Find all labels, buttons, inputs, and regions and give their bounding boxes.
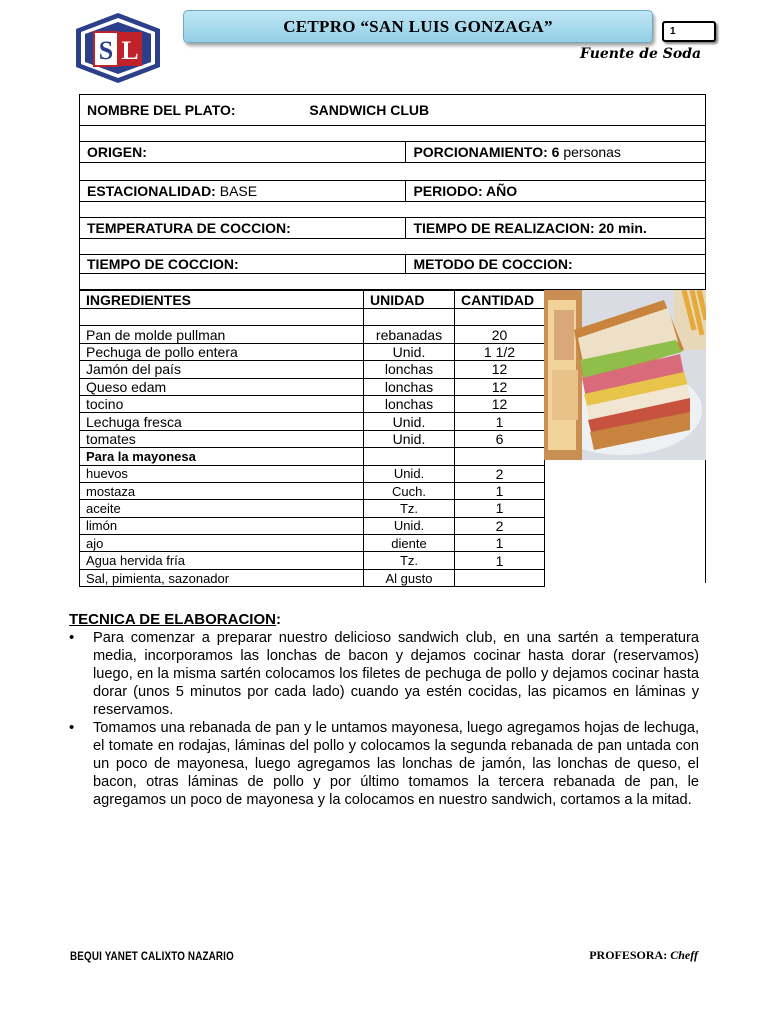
course-title: Fuente de Soda [580,46,702,62]
school-logo [74,12,162,84]
teacher-credit [589,948,698,963]
origin-label: ORIGEN: [87,144,147,160]
temperature-cell [80,218,406,239]
page-number: 1 [662,21,716,42]
season-label: ESTACIONALIDAD: [87,183,216,199]
technique-title-text: TECNICA DE ELABORACION [69,611,276,628]
origin-cell [80,142,406,163]
ingredient-qty: 6 [455,430,545,447]
ingredient-unit: lonchas [364,361,455,378]
ingredients-table [79,290,545,587]
ingredient-name: limón [80,517,364,534]
teacher-label: PROFESORA: [589,948,668,962]
portion-cell [406,142,706,163]
table-row [80,343,545,360]
sandwich-photo [544,290,706,460]
table-row [80,378,545,395]
logo-letter-s: S [98,36,114,65]
col-header-unit: UNIDAD [364,291,455,309]
ingredient-qty: 1 1/2 [455,343,545,360]
temperature-label: TEMPERATURA DE COCCION: [87,220,291,236]
ingredient-qty: 20 [455,326,545,343]
ingredient-name: huevos [80,465,364,482]
ingredient-name: Agua hervida fría [80,552,364,569]
ingredient-qty: 2 [455,465,545,482]
ingredient-qty: 1 [455,500,545,517]
logo-letter-l: L [121,36,139,65]
portion-value: personas [563,144,621,160]
ingredient-name: Sal, pimienta, sazonador [80,569,364,586]
list-item: • Para comenzar a preparar nuestro delicioso sandwich club, en una sartén a temperatura media, incorporamos las lonchas de bacon y dejamos cocinar hasta dorar (reservamos) luego, en la misma sartén colocamos los filetes de pechuga de pollo y dejamos cocinar hasta dorar (unos 5 minutos por cada lado) cuando ya estén cocidas, las picamos en láminas y reservamos. [69,629,699,719]
ingredient-qty: 12 [455,361,545,378]
ingredient-name: tocino [80,395,364,412]
ingredient-name: ajo [80,535,364,552]
ingredient-unit: Cuch. [364,482,455,499]
ingredient-unit: diente [364,535,455,552]
table-row [80,500,545,517]
ingredient-unit: lonchas [364,378,455,395]
cook-method-label: METODO DE COCCION: [413,256,573,272]
ingredient-qty: 2 [455,517,545,534]
teacher-name: Cheff [670,948,698,962]
portion-label: PORCIONAMIENTO: 6 [413,144,560,160]
ingredient-name: Queso edam [80,378,364,395]
mayonnaise-subheader: Para la mayonesa [80,448,364,465]
season-value: BASE [219,183,258,199]
ingredients-header-row [80,291,545,309]
cook-time-cell [80,255,406,274]
technique-steps [69,629,699,809]
ingredient-unit: Unid. [364,343,455,360]
ingredient-unit: Tz. [364,500,455,517]
table-row [80,361,545,378]
table-row [80,413,545,430]
ingredient-unit: Unid. [364,413,455,430]
season-cell [80,181,406,202]
ingredient-name: Lechuga fresca [80,413,364,430]
school-banner: CETPRO “SAN LUIS GONZAGA” [183,10,653,43]
ingredient-name: Pan de molde pullman [80,326,364,343]
table-row [80,465,545,482]
table-right-border [705,460,706,583]
ingredient-qty: 12 [455,395,545,412]
ingredient-unit: rebanadas [364,326,455,343]
cook-method-cell [406,255,706,274]
list-item: • Tomamos una rebanada de pan y le untamos mayonesa, luego agregamos hojas de lechuga, el tomate en rodajas, láminas del pollo y colocamos la segunda rebanada de pan untada con un poco de mayonesa, luego agregamos las lonchas de jamón, las lonchas de queso, el bacon, otras láminas de pollo y por último tomamos la tercera rebanada de pan, le agregamos un poco de mayonesa y la colocamos en nuestro sandwich, cortamos a la mitad. [69,719,699,809]
ingredient-name: Pechuga de pollo entera [80,343,364,360]
student-name: BEQUI YANET CALIXTO NAZARIO [70,949,234,963]
dish-name-cell [80,95,706,126]
table-row [80,395,545,412]
dish-info-table [79,94,706,290]
technique-title-colon: : [275,611,281,628]
prep-time-label: TIEMPO DE REALIZACION: 20 min. [413,220,647,236]
ingredient-qty: 1 [455,552,545,569]
period-label: PERIODO: AÑO [413,183,518,199]
ingredient-qty: 12 [455,378,545,395]
ingredient-name: tomates [80,430,364,447]
table-row [80,517,545,534]
technique-title [69,611,281,628]
table-row [80,552,545,569]
prep-time-cell [406,218,706,239]
mayonnaise-subheader-row [80,448,545,465]
col-header-quantity: CANTIDAD [455,291,545,309]
cook-time-label: TIEMPO DE COCCION: [87,256,239,272]
period-cell [406,181,706,202]
ingredient-qty: 1 [455,535,545,552]
ingredient-qty: 1 [455,413,545,430]
ingredient-name: mostaza [80,482,364,499]
ingredient-name: Jamón del país [80,361,364,378]
ingredient-qty: 1 [455,482,545,499]
table-row [80,430,545,447]
table-row [80,482,545,499]
table-row [80,326,545,343]
dish-name-label: NOMBRE DEL PLATO: [87,102,236,118]
ingredient-name: aceite [80,500,364,517]
ingredient-unit: Unid. [364,517,455,534]
ingredient-unit: lonchas [364,395,455,412]
ingredient-qty [455,569,545,586]
ingredient-unit: Unid. [364,465,455,482]
ingredient-unit: Al gusto [364,569,455,586]
col-header-ingredients: INGREDIENTES [80,291,364,309]
table-row [80,535,545,552]
table-row [80,569,545,586]
ingredient-unit: Tz. [364,552,455,569]
dish-name-value: SANDWICH CLUB [309,102,430,118]
ingredient-unit: Unid. [364,430,455,447]
